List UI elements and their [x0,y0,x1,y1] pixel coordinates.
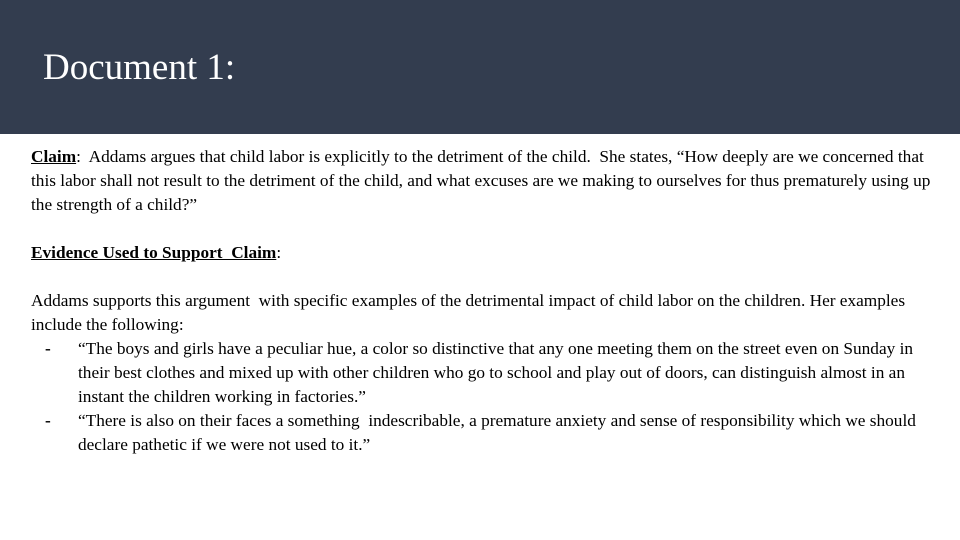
bullet-dash: - [45,411,51,430]
claim-paragraph [31,145,935,217]
bullet-dash: - [45,339,51,358]
slide-header [0,0,960,134]
slide-body [31,145,935,457]
evidence-quote: “The boys and girls have a peculiar hue, a color so distinctive that any one meeting them on the street even on Sunday in their best clothes and mixed up with other children who go to school and play out of doors, can distinguish almost in an instant the children working in factories.” [78,339,918,406]
slide-title: Document 1: [43,47,236,88]
evidence-separator: : [276,243,282,262]
evidence-quote: “There is also on their faces a something indescribable, a premature anxiety and sense of responsibility which we should declare pathetic if we were not used to it.” [78,411,921,454]
claim-separator: : [76,147,81,166]
claim-text: Addams argues that child labor is explicitly to the detriment of the child. She states, “How deeply are we concerned that this labor shall not result to the detriment of the child, and what excuses are we making to ourselves for thus prematurely using up the strength of a child?” [31,147,935,214]
evidence-heading [31,241,931,265]
list-item [31,337,931,409]
evidence-intro: Addams supports this argument with specific examples of the detrimental impact of child labor on the children. Her examples include the following: [31,291,910,334]
paragraph-spacer [31,265,931,289]
claim-label: Claim [31,147,77,166]
evidence-list [31,337,931,457]
evidence-label: Evidence Used to Support Claim [31,243,277,262]
list-item [31,409,931,457]
paragraph-spacer [31,217,931,241]
